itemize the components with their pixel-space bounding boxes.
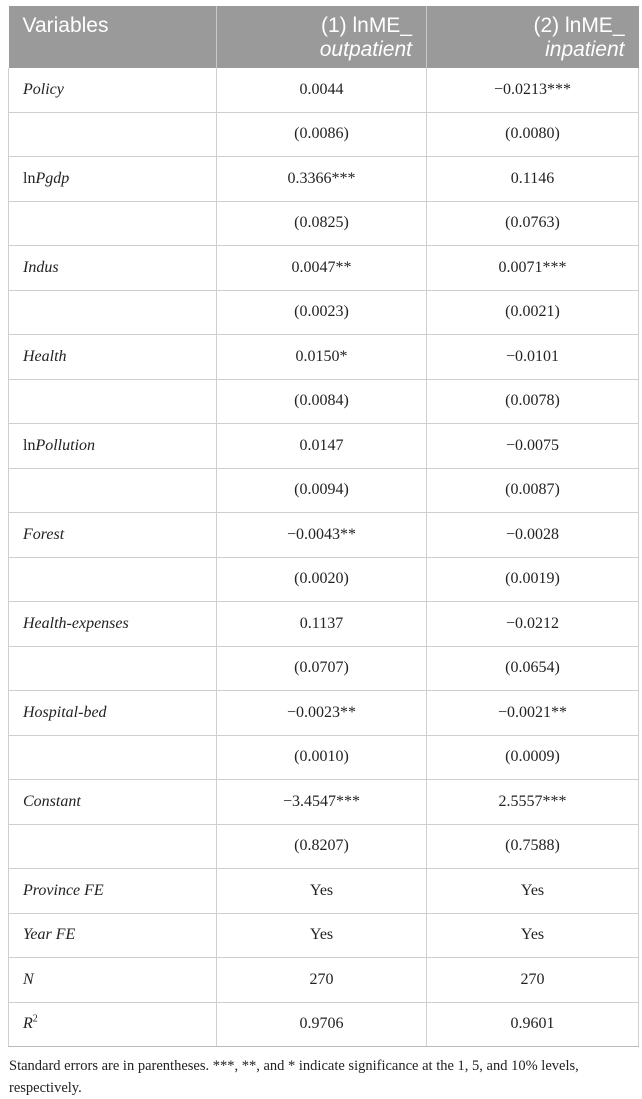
outpatient-value: (0.0825) — [217, 201, 427, 246]
outpatient-value: 0.9706 — [217, 1002, 427, 1047]
table-row — [9, 780, 639, 825]
variable-label — [9, 869, 217, 914]
variable-label-name: Health-expenses — [23, 614, 129, 632]
variable-label — [9, 335, 217, 380]
outpatient-value: 0.0147 — [217, 424, 427, 469]
header-variables-label: Variables — [22, 14, 109, 37]
header-outpatient-line1: (1) lnME_ — [320, 14, 412, 37]
outpatient-value: 0.3366*** — [217, 157, 427, 202]
variable-label — [9, 201, 217, 246]
variable-label-prefix: ln — [23, 436, 36, 454]
variable-label — [9, 468, 217, 513]
header-inpatient-line1: (2) lnME_ — [533, 14, 625, 37]
variable-label — [9, 246, 217, 291]
inpatient-value: 270 — [427, 958, 639, 1003]
variable-label-superscript: 2 — [32, 1013, 38, 1025]
inpatient-value: 0.1146 — [427, 157, 639, 202]
variable-label — [9, 379, 217, 424]
inpatient-value: Yes — [427, 913, 639, 958]
outpatient-value: −3.4547*** — [217, 780, 427, 825]
variable-label-name: Constant — [23, 792, 81, 810]
variable-label-name: Forest — [23, 525, 65, 543]
outpatient-value: (0.0023) — [217, 290, 427, 335]
variable-label-prefix: ln — [23, 169, 36, 187]
inpatient-value: (0.0654) — [427, 646, 639, 691]
table-row — [9, 1002, 639, 1047]
table-row — [9, 824, 639, 869]
outpatient-value: (0.0010) — [217, 735, 427, 780]
table-row — [9, 513, 639, 558]
outpatient-value: Yes — [217, 913, 427, 958]
variable-label — [9, 68, 217, 112]
table-row — [9, 424, 639, 469]
header-outpatient — [217, 6, 427, 68]
table-row — [9, 157, 639, 202]
variable-label-name: Health — [23, 347, 67, 365]
variable-label-name: Pgdp — [35, 169, 70, 187]
outpatient-value: 0.0044 — [217, 68, 427, 112]
outpatient-value: 0.0150* — [217, 335, 427, 380]
table-header — [9, 6, 639, 68]
table-row — [9, 691, 639, 736]
variable-label — [9, 513, 217, 558]
outpatient-value: Yes — [217, 869, 427, 914]
outpatient-value: (0.0020) — [217, 557, 427, 602]
table-row — [9, 958, 639, 1003]
outpatient-value: (0.0707) — [217, 646, 427, 691]
variable-label — [9, 112, 217, 157]
variable-label — [9, 602, 217, 647]
inpatient-value: −0.0101 — [427, 335, 639, 380]
outpatient-value: (0.8207) — [217, 824, 427, 869]
variable-label-name: Pollution — [35, 436, 96, 454]
table-row — [9, 379, 639, 424]
outpatient-value: (0.0086) — [217, 112, 427, 157]
table-row — [9, 335, 639, 380]
header-inpatient-line2: inpatient — [545, 38, 625, 61]
header-variables — [9, 6, 217, 68]
variable-label — [9, 424, 217, 469]
variable-label-name: Hospital-bed — [23, 703, 107, 721]
variable-label — [9, 557, 217, 602]
outpatient-value: 0.1137 — [217, 602, 427, 647]
table-row — [9, 246, 639, 291]
variable-label — [9, 958, 217, 1003]
outpatient-value: −0.0023** — [217, 691, 427, 736]
variable-label — [9, 1002, 217, 1047]
variable-label — [9, 824, 217, 869]
table-row — [9, 290, 639, 335]
variable-label-name: Indus — [23, 258, 59, 276]
regression-table-figure — [8, 6, 638, 1099]
variable-label — [9, 780, 217, 825]
table-body — [9, 68, 639, 1047]
inpatient-value: −0.0028 — [427, 513, 639, 558]
table-row — [9, 201, 639, 246]
inpatient-value: (0.0078) — [427, 379, 639, 424]
table-footnote: Standard errors are in parentheses. ***, **, and * indicate significance at the 1, 5, and 10% levels, respectively. — [9, 1058, 579, 1096]
inpatient-value: (0.0009) — [427, 735, 639, 780]
table-row — [9, 68, 639, 112]
variable-label — [9, 157, 217, 202]
table-row — [9, 112, 639, 157]
inpatient-value: −0.0212 — [427, 602, 639, 647]
table-row — [9, 602, 639, 647]
table-row — [9, 646, 639, 691]
header-outpatient-line2: outpatient — [319, 38, 412, 61]
table-row — [9, 735, 639, 780]
variable-label-name: Province FE — [23, 881, 104, 899]
inpatient-value: (0.0763) — [427, 201, 639, 246]
variable-label — [9, 646, 217, 691]
outpatient-value: 270 — [217, 958, 427, 1003]
variable-label — [9, 735, 217, 780]
table-row — [9, 468, 639, 513]
variable-label-name: R — [23, 1015, 33, 1033]
variable-label — [9, 913, 217, 958]
variable-label — [9, 691, 217, 736]
table-row — [9, 869, 639, 914]
inpatient-value: Yes — [427, 869, 639, 914]
header-inpatient — [427, 6, 639, 68]
inpatient-value: (0.0021) — [427, 290, 639, 335]
inpatient-value: (0.0019) — [427, 557, 639, 602]
outpatient-value: (0.0084) — [217, 379, 427, 424]
variable-label-name: Year FE — [23, 926, 76, 944]
inpatient-value: −0.0075 — [427, 424, 639, 469]
table-row — [9, 913, 639, 958]
inpatient-value: (0.0080) — [427, 112, 639, 157]
header-row — [9, 6, 639, 68]
inpatient-value: (0.7588) — [427, 824, 639, 869]
variable-label — [9, 290, 217, 335]
inpatient-value: 2.5557*** — [427, 780, 639, 825]
outpatient-value: (0.0094) — [217, 468, 427, 513]
inpatient-value: −0.0213*** — [427, 68, 639, 112]
inpatient-value: 0.9601 — [427, 1002, 639, 1047]
table-row — [9, 557, 639, 602]
variable-label-name: Policy — [23, 80, 64, 98]
inpatient-value: −0.0021** — [427, 691, 639, 736]
inpatient-value: (0.0087) — [427, 468, 639, 513]
outpatient-value: 0.0047** — [217, 246, 427, 291]
outpatient-value: −0.0043** — [217, 513, 427, 558]
regression-table — [8, 6, 639, 1047]
variable-label-name: N — [23, 970, 34, 988]
inpatient-value: 0.0071*** — [427, 246, 639, 291]
